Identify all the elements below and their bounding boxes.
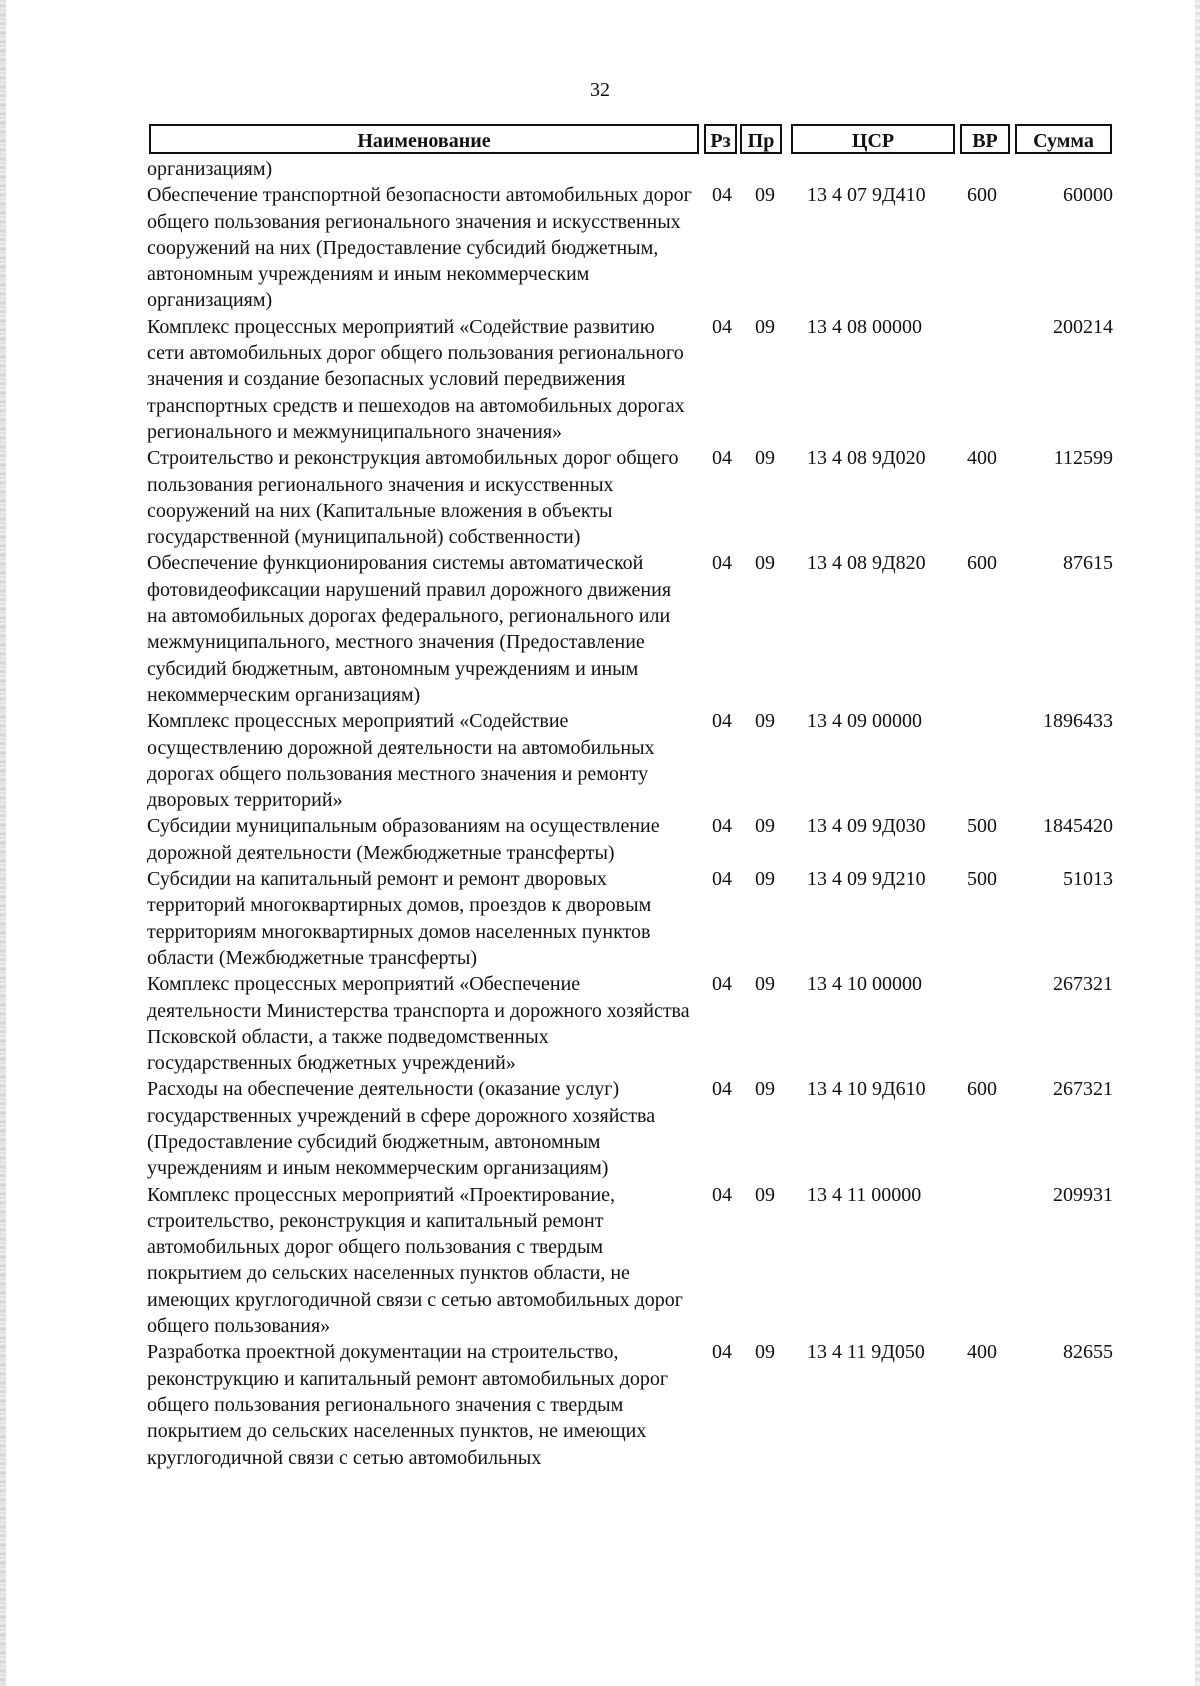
row-name: Разработка проектной документации на строительство, реконструкцию и капитальный ремонт автомобильных дорог общего пользования регионального значения с твердым покрытием до сельских населенных пунктов, не имеющих круглогодичной связи с сетью автомобильных bbox=[147, 1341, 669, 1469]
row-csr: 13 4 07 9Д410 bbox=[807, 184, 926, 207]
row-sum: 209931 bbox=[1053, 1183, 1113, 1206]
row-pr: 09 bbox=[755, 1341, 775, 1364]
row-csr: 13 4 08 9Д020 bbox=[807, 447, 926, 470]
scan-edge-left bbox=[0, 0, 6, 1686]
table-row bbox=[147, 813, 1117, 866]
row-name: организациям) bbox=[147, 158, 273, 180]
row-sum: 60000 bbox=[1063, 184, 1113, 207]
row-sum: 112599 bbox=[1053, 447, 1113, 470]
row-rz: 04 bbox=[712, 710, 732, 733]
table-row bbox=[147, 1076, 1117, 1181]
table-header bbox=[149, 124, 1112, 154]
row-name: Комплекс процессных мероприятий «Обеспечение деятельности Министерства транспорта и дорожного хозяйства Псковской области, а также подведомственных государственных бюджетных учреждений» bbox=[147, 973, 690, 1075]
scan-edge-right bbox=[1195, 0, 1200, 1686]
row-csr: 13 4 09 9Д030 bbox=[807, 815, 926, 838]
row-csr: 13 4 09 9Д210 bbox=[807, 868, 926, 891]
row-name: Обеспечение транспортной безопасности автомобильных дорог общего пользования регионального значения и искусственных сооружений на них (Предоставление субсидий бюджетным, автономным учреждениям и иным некоммерческим организациям) bbox=[147, 184, 692, 312]
row-sum: 1896433 bbox=[1043, 710, 1113, 733]
row-vr: 600 bbox=[967, 1078, 997, 1101]
row-pr: 09 bbox=[755, 1183, 775, 1206]
row-csr: 13 4 08 9Д820 bbox=[807, 552, 926, 575]
table-row bbox=[147, 1182, 1117, 1340]
table-row bbox=[147, 182, 1117, 313]
header-name: Наименование bbox=[149, 124, 699, 154]
row-rz: 04 bbox=[712, 815, 732, 838]
row-rz: 04 bbox=[712, 973, 732, 996]
row-rz: 04 bbox=[712, 184, 732, 207]
row-vr: 400 bbox=[967, 1341, 997, 1364]
row-vr: 600 bbox=[967, 184, 997, 207]
row-name: Строительство и реконструкция автомобильных дорог общего пользования регионального значения и искусственных сооружений на них (Капитальные вложения в объекты государственной (муниципальной) собственности) bbox=[147, 447, 679, 549]
row-rz: 04 bbox=[712, 1183, 732, 1206]
row-sum: 82655 bbox=[1063, 1341, 1113, 1364]
row-sum: 200214 bbox=[1053, 315, 1113, 338]
row-vr: 400 bbox=[967, 447, 997, 470]
row-sum: 267321 bbox=[1053, 973, 1113, 996]
row-csr: 13 4 10 00000 bbox=[807, 973, 922, 996]
row-name: Комплекс процессных мероприятий «Содействие развитию сети автомобильных дорог общего пользования регионального значения и создание безопасных условий передвижения транспортных средств и пешеходов на автомобильных дорогах регионального и межмуниципального значения» bbox=[147, 315, 685, 443]
row-pr: 09 bbox=[755, 552, 775, 575]
row-name: Обеспечение функционирования системы автоматической фотовидеофиксации нарушений правил дорожного движения на автомобильных дорогах федерального, регионального или межмуниципального, местного значения (Предоставление субсидий бюджетным, автономным учреждениям и иным некоммерческим организациям) bbox=[147, 552, 672, 706]
row-sum: 51013 bbox=[1063, 868, 1113, 891]
row-rz: 04 bbox=[712, 447, 732, 470]
row-pr: 09 bbox=[755, 815, 775, 838]
row-csr: 13 4 11 9Д050 bbox=[807, 1341, 925, 1364]
row-rz: 04 bbox=[712, 1078, 732, 1101]
row-pr: 09 bbox=[755, 1078, 775, 1101]
row-rz: 04 bbox=[712, 315, 732, 338]
header-rz: Рз bbox=[704, 124, 737, 154]
page-number: 32 bbox=[590, 79, 610, 101]
row-vr: 600 bbox=[967, 552, 997, 575]
header-pr: Пр bbox=[740, 124, 782, 154]
row-pr: 09 bbox=[755, 710, 775, 733]
row-csr: 13 4 08 00000 bbox=[807, 315, 922, 338]
row-name: Комплекс процессных мероприятий «Содействие осуществлению дорожной деятельности на автомобильных дорогах общего пользования местного значения и ремонту дворовых территорий» bbox=[147, 710, 655, 812]
row-pr: 09 bbox=[755, 447, 775, 470]
table-row bbox=[147, 971, 1117, 1076]
header-sum: Сумма bbox=[1015, 124, 1112, 154]
row-name: Субсидии на капитальный ремонт и ремонт дворовых территорий многоквартирных домов, проездов к дворовым территориям многоквартирных домов населенных пунктов области (Межбюджетные трансферты) bbox=[147, 868, 652, 969]
row-sum: 267321 bbox=[1053, 1078, 1113, 1101]
table-row bbox=[147, 314, 1117, 445]
table-row bbox=[147, 866, 1117, 971]
header-vr: ВР bbox=[960, 124, 1010, 154]
row-pr: 09 bbox=[755, 973, 775, 996]
row-name: Субсидии муниципальным образованиям на осуществление дорожной деятельности (Межбюджетные трансферты) bbox=[147, 815, 660, 864]
row-vr: 500 bbox=[967, 815, 997, 838]
row-sum: 87615 bbox=[1063, 552, 1113, 575]
table-row bbox=[147, 708, 1117, 813]
row-name: Расходы на обеспечение деятельности (оказание услуг) государственных учреждений в сфере дорожного хозяйства (Предоставление субсидий бюджетным, автономным учреждениям и иным некоммерческим организациям) bbox=[147, 1078, 656, 1180]
row-vr: 500 bbox=[967, 868, 997, 891]
table-body bbox=[147, 156, 1117, 1471]
row-name: Комплекс процессных мероприятий «Проектирование, строительство, реконструкция и капитальный ремонт автомобильных дорог общего пользования с твердым покрытием до сельских населенных пунктов области, не имеющих круглогодичной связи с сетью автомобильных дорог общего пользования» bbox=[147, 1183, 683, 1338]
row-rz: 04 bbox=[712, 552, 732, 575]
row-rz: 04 bbox=[712, 1341, 732, 1364]
row-sum: 1845420 bbox=[1043, 815, 1113, 838]
row-csr: 13 4 09 00000 bbox=[807, 710, 922, 733]
table-row bbox=[147, 156, 1117, 182]
row-pr: 09 bbox=[755, 184, 775, 207]
table-row bbox=[147, 550, 1117, 708]
table-row bbox=[147, 445, 1117, 550]
table-row bbox=[147, 1339, 1117, 1470]
row-pr: 09 bbox=[755, 315, 775, 338]
row-rz: 04 bbox=[712, 868, 732, 891]
header-csr: ЦСР bbox=[791, 124, 955, 154]
row-csr: 13 4 11 00000 bbox=[807, 1183, 922, 1206]
row-pr: 09 bbox=[755, 868, 775, 891]
row-csr: 13 4 10 9Д610 bbox=[807, 1078, 926, 1101]
